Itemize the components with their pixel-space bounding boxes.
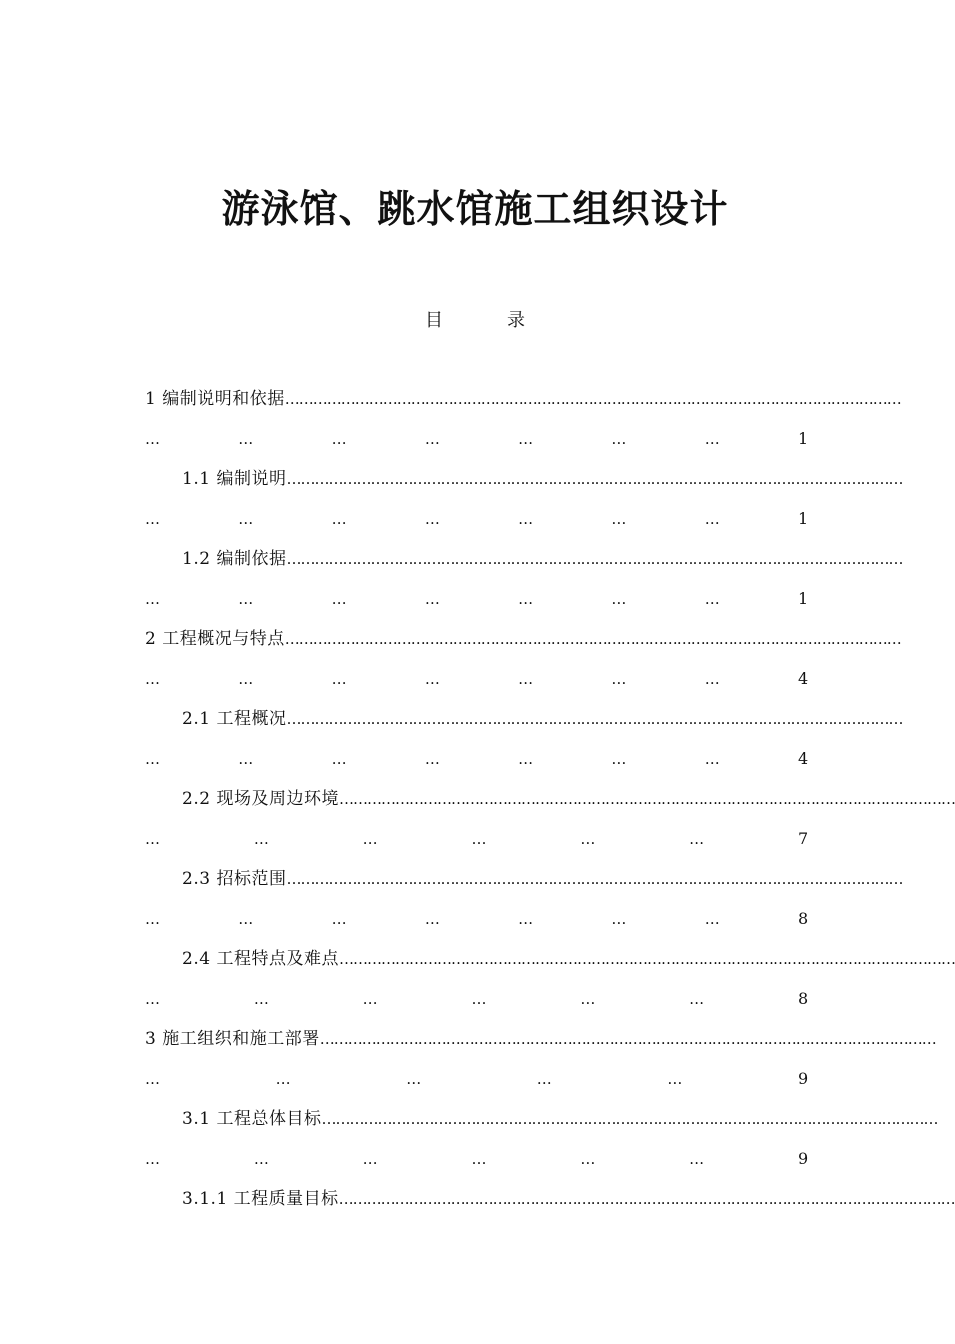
toc-ellipsis: … [145, 510, 159, 528]
toc-ellipsis: … [424, 510, 439, 528]
toc-entry[interactable] [145, 1026, 936, 1106]
toc-page-number: 8 [797, 989, 809, 1008]
toc-ellipsis: … [145, 910, 159, 928]
toc-ellipsis: … [536, 1070, 551, 1088]
toc-ellipsis: … [238, 910, 253, 928]
toc-entry[interactable] [145, 386, 901, 466]
toc-heading-left: 目 [425, 310, 443, 331]
toc-entry-continuation-line [145, 1146, 808, 1172]
table-of-contents [145, 386, 955, 1266]
toc-ellipsis: … [689, 830, 704, 848]
toc-entry-label: 2.4 工程特点及难点 [182, 949, 339, 969]
toc-entry-continuation-line [145, 1066, 808, 1092]
toc-ellipsis: … [580, 990, 595, 1008]
toc-ellipsis: … [331, 670, 346, 688]
toc-ellipsis: … [331, 910, 346, 928]
toc-ellipsis: … [331, 510, 346, 528]
toc-leader-dots: …………………………………………………………………………………………………………………… [321, 1110, 938, 1128]
toc-entry-title-line [145, 866, 903, 892]
toc-entry-title-line [145, 1186, 955, 1212]
toc-entry-label: 2 工程概况与特点 [145, 629, 285, 649]
toc-ellipsis: … [145, 750, 159, 768]
toc-entry-label: 3.1 工程总体目标 [182, 1109, 322, 1129]
toc-ellipsis: … [362, 990, 377, 1008]
toc-ellipsis: … [145, 430, 159, 448]
toc-ellipsis: … [145, 590, 159, 608]
toc-entry-continuation-line [145, 986, 808, 1012]
toc-entry-title-line [145, 1106, 938, 1132]
toc-entry-label: 3.1.1 工程质量目标 [182, 1189, 339, 1209]
toc-entry-label: 1.2 编制依据 [182, 549, 287, 569]
toc-ellipsis: … [704, 590, 719, 608]
toc-ellipsis: … [689, 1150, 704, 1168]
toc-ellipsis: … [253, 1150, 268, 1168]
toc-entry[interactable] [145, 546, 903, 626]
toc-entry-label: 3 施工组织和施工部署 [145, 1029, 320, 1049]
toc-ellipsis: … [275, 1070, 290, 1088]
toc-page-number: 9 [797, 1069, 809, 1088]
toc-entry-continuation-line [145, 506, 808, 532]
toc-page-number: 1 [797, 429, 809, 448]
toc-ellipsis: … [424, 750, 439, 768]
toc-ellipsis: … [331, 430, 346, 448]
toc-entry-continuation-line [145, 666, 808, 692]
toc-ellipsis: … [611, 750, 626, 768]
toc-entry-continuation-line [145, 586, 808, 612]
toc-leader-dots: …………………………………………………………………………………………………………………… [286, 470, 903, 488]
toc-entry-title-line [145, 706, 903, 732]
toc-ellipsis: … [238, 750, 253, 768]
toc-entry-title-line [145, 466, 903, 492]
toc-leader-dots: …………………………………………………………………………………………………………………… [286, 550, 903, 568]
toc-entry-title-line [145, 386, 901, 412]
toc-ellipsis: … [704, 510, 719, 528]
toc-ellipsis: … [331, 590, 346, 608]
toc-entry[interactable] [145, 946, 955, 1026]
toc-ellipsis: … [424, 590, 439, 608]
toc-leader-dots: …………………………………………………………………………………………………………………… [338, 950, 955, 968]
toc-ellipsis: … [362, 830, 377, 848]
toc-heading [0, 308, 950, 334]
toc-ellipsis: … [424, 430, 439, 448]
toc-entry-label: 1.1 编制说明 [182, 469, 287, 489]
toc-ellipsis: … [331, 750, 346, 768]
toc-ellipsis: … [518, 430, 533, 448]
toc-ellipsis: … [238, 670, 253, 688]
toc-ellipsis: … [145, 990, 159, 1008]
toc-ellipsis: … [253, 990, 268, 1008]
toc-entry[interactable] [145, 866, 903, 946]
toc-ellipsis: … [518, 510, 533, 528]
toc-ellipsis: … [518, 910, 533, 928]
toc-entry-continuation-line [145, 746, 808, 772]
toc-ellipsis: … [704, 430, 719, 448]
toc-ellipsis: … [689, 990, 704, 1008]
toc-ellipsis: … [406, 1070, 421, 1088]
toc-ellipsis: … [580, 1150, 595, 1168]
toc-leader-dots: …………………………………………………………………………………………………………………… [284, 630, 901, 648]
toc-leader-dots: …………………………………………………………………………………………………………………… [338, 790, 955, 808]
toc-ellipsis: … [362, 1150, 377, 1168]
toc-page-number: 4 [797, 669, 809, 688]
toc-leader-dots: …………………………………………………………………………………………………………………… [286, 870, 903, 888]
toc-ellipsis: … [471, 990, 486, 1008]
toc-entry-label: 1 编制说明和依据 [145, 389, 285, 409]
toc-page-number: 8 [797, 909, 809, 928]
toc-page-number: 7 [797, 829, 809, 848]
toc-entry[interactable] [145, 1186, 955, 1266]
toc-ellipsis: … [704, 670, 719, 688]
toc-ellipsis: … [145, 670, 159, 688]
toc-ellipsis: … [611, 910, 626, 928]
toc-entry-title-line [145, 626, 901, 652]
toc-entry-continuation-line [145, 906, 808, 932]
toc-leader-dots: …………………………………………………………………………………………………………………… [319, 1030, 936, 1048]
toc-page-number: 1 [797, 589, 809, 608]
toc-heading-right: 录 [507, 310, 525, 331]
toc-ellipsis: … [667, 1070, 682, 1088]
toc-entry[interactable] [145, 1106, 938, 1186]
toc-entry-label: 2.3 招标范围 [182, 869, 287, 889]
toc-ellipsis: … [611, 590, 626, 608]
toc-page-number: 4 [797, 749, 809, 768]
toc-ellipsis: … [518, 670, 533, 688]
toc-entry[interactable] [145, 706, 903, 786]
toc-ellipsis: … [518, 750, 533, 768]
toc-ellipsis: … [580, 830, 595, 848]
toc-entry-title-line [145, 786, 955, 812]
toc-leader-dots: …………………………………………………………………………………………………………………… [284, 390, 901, 408]
toc-ellipsis: … [145, 1070, 159, 1088]
toc-entry-continuation-line [145, 826, 808, 852]
toc-leader-dots: …………………………………………………………………………………………………………………… [338, 1190, 955, 1208]
toc-ellipsis: … [704, 910, 719, 928]
toc-entry[interactable] [145, 786, 955, 866]
toc-ellipsis: … [238, 590, 253, 608]
toc-entry-title-line [145, 1026, 936, 1052]
toc-entry-label: 2.2 现场及周边环境 [182, 789, 339, 809]
toc-ellipsis: … [253, 830, 268, 848]
toc-ellipsis: … [471, 1150, 486, 1168]
toc-ellipsis: … [704, 750, 719, 768]
toc-ellipsis: … [238, 510, 253, 528]
toc-ellipsis: … [238, 430, 253, 448]
toc-entry[interactable] [145, 466, 903, 546]
toc-entry[interactable] [145, 626, 901, 706]
toc-ellipsis: … [145, 1150, 159, 1168]
toc-ellipsis: … [611, 670, 626, 688]
toc-ellipsis: … [518, 590, 533, 608]
toc-entry-title-line [145, 946, 955, 972]
toc-ellipsis: … [424, 670, 439, 688]
toc-entry-title-line [145, 546, 903, 572]
toc-ellipsis: … [611, 430, 626, 448]
toc-ellipsis: … [424, 910, 439, 928]
toc-ellipsis: … [145, 830, 159, 848]
toc-entry-continuation-line [145, 426, 808, 452]
toc-ellipsis: … [611, 510, 626, 528]
document-title: 游泳馆、跳水馆施工组织设计 [221, 186, 729, 231]
toc-ellipsis: … [471, 830, 486, 848]
toc-page-number: 1 [797, 509, 809, 528]
toc-entry-label: 2.1 工程概况 [182, 709, 287, 729]
toc-leader-dots: …………………………………………………………………………………………………………………… [286, 710, 903, 728]
toc-page-number: 9 [797, 1149, 809, 1168]
